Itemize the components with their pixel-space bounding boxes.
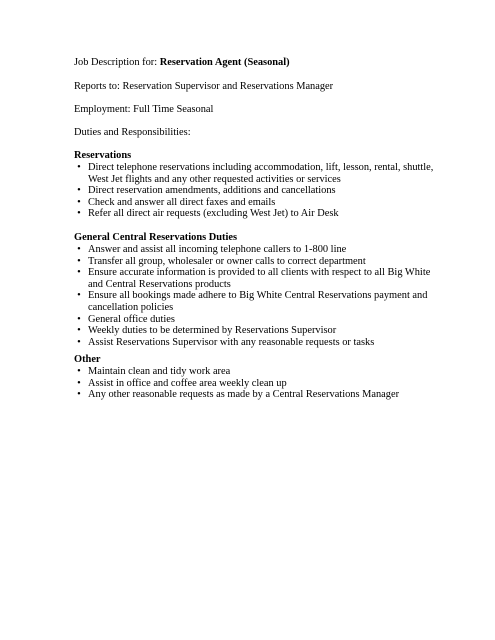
bullet-list [74, 162, 434, 220]
list-item-text: Transfer all group, wholesaler or owner calls to correct department [88, 255, 366, 267]
bullet-icon: • [77, 267, 81, 279]
list-item [74, 197, 434, 209]
bullet-icon: • [77, 313, 81, 325]
bullet-icon: • [77, 162, 81, 173]
bullet-icon: • [77, 366, 81, 377]
list-item [74, 389, 434, 401]
list-item [74, 337, 434, 349]
bullet-icon: • [77, 336, 81, 348]
list-item [74, 314, 434, 326]
list-item-text: Ensure accurate information is provided to all clients with respect to all Big White and Central Reservations products [88, 267, 431, 290]
list-item [74, 290, 434, 313]
list-item-text: Weekly duties to be determined by Reservations Supervisor [88, 325, 337, 337]
list-item-text: Answer and assist all incoming telephone callers to 1-800 line [88, 244, 347, 255]
job-title: Reservation Agent (Seasonal) [159, 57, 290, 68]
list-item-text: General office duties [88, 313, 175, 325]
bullet-list [74, 366, 434, 401]
list-item [74, 162, 434, 185]
list-item-text: Assist Reservations Supervisor with any reasonable requests or tasks [88, 336, 375, 348]
list-item [74, 267, 434, 290]
job-description-line [74, 57, 290, 69]
employment-line: Employment: Full Time Seasonal [74, 104, 214, 115]
bullet-icon: • [77, 196, 81, 208]
bullet-icon: • [77, 325, 81, 337]
list-item [74, 256, 434, 268]
bullet-icon: • [77, 377, 81, 389]
section-heading: General Central Reservations Duties [74, 232, 238, 243]
list-item-text: Check and answer all direct faxes and emails [88, 196, 276, 208]
list-item-text: Direct reservation amendments, additions and cancellations [88, 185, 336, 197]
list-item [74, 378, 434, 390]
section-other [74, 354, 434, 401]
list-item-text: Direct telephone reservations including accommodation, lift, lesson, rental, shuttle, West Jet flights and any other requested activities or services [88, 162, 434, 185]
section-reservations [74, 150, 434, 220]
bullet-icon: • [77, 389, 81, 401]
reports-to-line: Reports to: Reservation Supervisor and Reservations Manager [74, 81, 334, 92]
section-heading: Reservations [74, 150, 132, 161]
list-item [74, 325, 434, 337]
section-general-central-reservations-duties [74, 232, 434, 348]
list-item-text: Maintain clean and tidy work area [88, 366, 231, 377]
list-item-text: Assist in office and coffee area weekly clean up [88, 377, 287, 389]
list-item-text: Any other reasonable requests as made by a Central Reservations Manager [88, 389, 400, 401]
job-description-label: Job Description for: [74, 57, 160, 68]
list-item-text: Ensure all bookings made adhere to Big White Central Reservations payment and cancellation policies [88, 290, 428, 313]
duties-heading: Duties and Responsibilities: [74, 127, 191, 138]
list-item [74, 185, 434, 197]
bullet-icon: • [77, 290, 81, 302]
section-heading: Other [74, 354, 101, 365]
list-item [74, 366, 434, 378]
bullet-icon: • [77, 244, 81, 255]
list-item [74, 244, 434, 256]
list-item [74, 208, 434, 220]
list-item-text: Refer all direct air requests (excluding West Jet) to Air Desk [88, 208, 339, 220]
bullet-icon: • [77, 208, 81, 220]
bullet-list [74, 244, 434, 348]
bullet-icon: • [77, 255, 81, 267]
bullet-icon: • [77, 185, 81, 197]
